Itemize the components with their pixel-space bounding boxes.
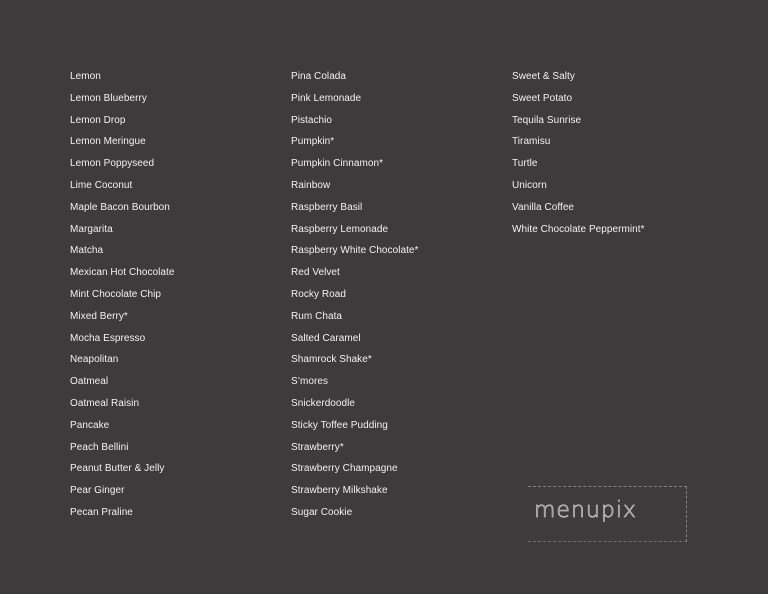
menu-item: Vanilla Coffee xyxy=(512,201,575,213)
menu-item: Mint Chocolate Chip xyxy=(70,288,161,300)
watermark-logo-text: menupix xyxy=(534,498,637,523)
menu-item: Turtle xyxy=(512,158,538,170)
menu-item: Rocky Road xyxy=(291,288,346,300)
menu-item: Sweet Potato xyxy=(512,92,573,104)
menu-item: Pistachio xyxy=(291,114,333,126)
menu-item: Raspberry Basil xyxy=(291,201,363,213)
menu-item: Sugar Cookie xyxy=(291,506,353,518)
menu-item: Shamrock Shake* xyxy=(291,354,372,366)
menu-item: S’mores xyxy=(291,376,329,388)
menu-item: Pear Ginger xyxy=(70,485,125,497)
menu-item: Sweet & Salty xyxy=(512,71,575,82)
menu-item: Matcha xyxy=(70,245,104,257)
menu-item: Tiramisu xyxy=(512,136,551,148)
menu-item: Lime Coconut xyxy=(70,179,133,191)
menu-item: Strawberry* xyxy=(291,441,344,453)
menu-item: Mocha Espresso xyxy=(70,332,146,344)
menu-column-3 xyxy=(512,66,645,240)
menu-item: Peach Bellini xyxy=(70,441,129,453)
menu-item: Mexican Hot Chocolate xyxy=(70,267,175,279)
menu-item: Strawberry Milkshake xyxy=(291,485,388,497)
menu-item: Red Velvet xyxy=(291,267,340,279)
menu-item: Strawberry Champagne xyxy=(291,463,398,475)
menu-item: Raspberry Lemonade xyxy=(291,223,389,235)
menu-item: Mixed Berry* xyxy=(70,310,128,322)
menu-column-2 xyxy=(291,66,418,524)
menu-item: Rum Chata xyxy=(291,310,343,322)
menu-item: Rainbow xyxy=(291,179,331,191)
menu-item: Pink Lemonade xyxy=(291,92,362,104)
menu-item: Salted Caramel xyxy=(291,332,361,344)
menu-item: Sticky Toffee Pudding xyxy=(291,419,388,431)
menu-item: Unicorn xyxy=(512,179,547,191)
menu-item: Pancake xyxy=(70,419,110,431)
menu-item: Oatmeal xyxy=(70,376,109,388)
menu-item-list xyxy=(70,66,760,536)
menu-item: Oatmeal Raisin xyxy=(70,397,140,409)
menu-item: Lemon Blueberry xyxy=(70,92,147,104)
menu-item: Pina Colada xyxy=(291,71,347,82)
menu-item: Snickerdoodle xyxy=(291,397,356,409)
menu-item: Lemon xyxy=(70,71,101,82)
menu-item: White Chocolate Peppermint* xyxy=(512,223,645,235)
menu-item: Maple Bacon Bourbon xyxy=(70,201,170,213)
menu-column-1 xyxy=(70,66,174,524)
menu-item: Lemon Drop xyxy=(70,114,126,126)
menu-item: Pumpkin Cinnamon* xyxy=(291,158,384,170)
menu-item: Lemon Meringue xyxy=(70,136,146,148)
menu-item: Peanut Butter & Jelly xyxy=(70,463,165,475)
menu-item: Lemon Poppyseed xyxy=(70,158,155,170)
menupix-watermark xyxy=(528,486,688,542)
menu-item: Margarita xyxy=(70,223,113,235)
menu-item: Tequila Sunrise xyxy=(512,114,582,126)
menu-item: Neapolitan xyxy=(70,354,119,366)
menu-item: Raspberry White Chocolate* xyxy=(291,245,419,257)
menu-item: Pecan Praline xyxy=(70,506,133,518)
menu-item: Pumpkin* xyxy=(291,136,335,148)
